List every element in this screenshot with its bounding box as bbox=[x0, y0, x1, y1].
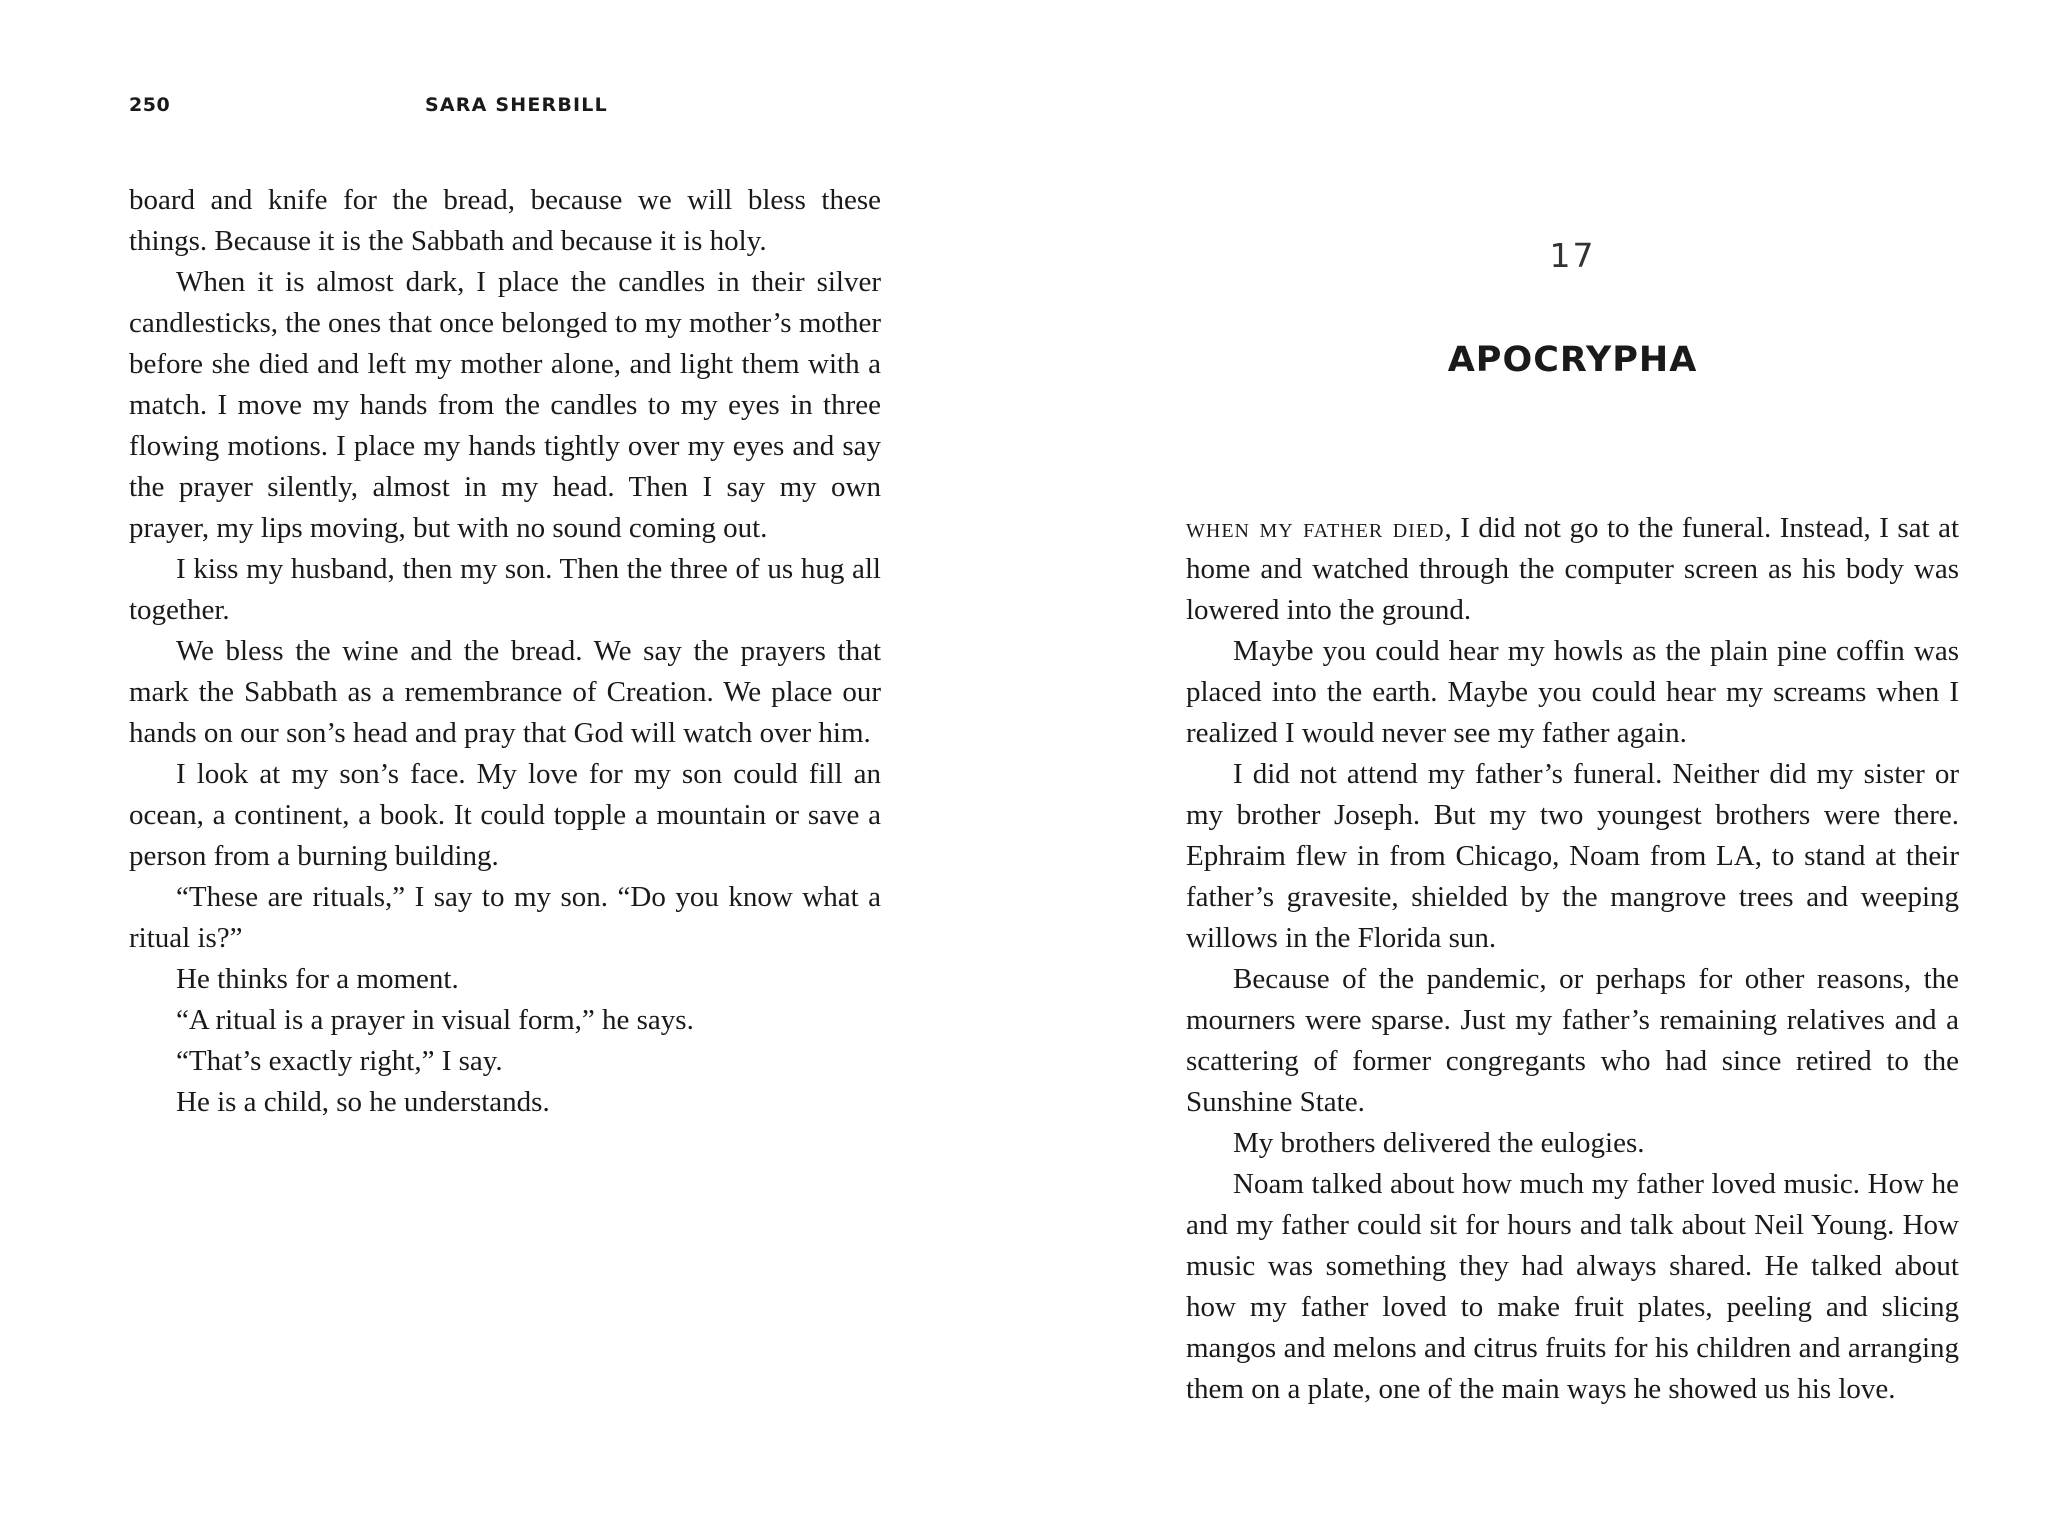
paragraph: Maybe you could hear my howls as the plain pine coffin was placed into the earth. Maybe you could hear my screams when I realized I would never see my father again. bbox=[1186, 635, 1959, 749]
paragraph: He thinks for a moment. bbox=[176, 963, 459, 995]
right-page bbox=[1024, 0, 2048, 1536]
paragraph: “A ritual is a prayer in visual form,” he says. bbox=[176, 1004, 694, 1036]
paragraph: “These are rituals,” I say to my son. “Do you know what a ritual is?” bbox=[129, 881, 881, 954]
paragraph: Because of the pandemic, or perhaps for other reasons, the mourners were sparse. Just my father’s remaining relatives and a scattering of former congregants who had since retired to the Sunshine State. bbox=[1186, 963, 1959, 1118]
paragraph: I look at my son’s face. My love for my son could fill an ocean, a continent, a book. It could topple a mountain or save a person from a burning building. bbox=[129, 758, 881, 872]
left-body-text bbox=[129, 180, 881, 1123]
paragraph: I did not attend my father’s funeral. Neither did my sister or my brother Joseph. But my two youngest brothers were there. Ephraim flew in from Chicago, Noam from LA, to stand at their father’s gravesite, shielded by the mangrove trees and weeping willows in the Florida sun. bbox=[1186, 758, 1959, 954]
paragraph: board and knife for the bread, because we will bless these things. Because it is the Sabbath and because it is holy. bbox=[129, 184, 881, 257]
running-head bbox=[129, 94, 889, 122]
paragraph: We bless the wine and the bread. We say the prayers that mark the Sabbath as a remembrance of Creation. We place our hands on our son’s head and pray that God will watch over him. bbox=[129, 635, 881, 749]
paragraph: My brothers delivered the eulogies. bbox=[1233, 1127, 1645, 1159]
page-number: 250 bbox=[129, 94, 171, 116]
paragraph: “That’s exactly right,” I say. bbox=[176, 1045, 503, 1077]
opening-rest: , I did not go to the funeral. Instead, I sat at home and watched through the computer screen as his body was lowered into the ground. bbox=[1186, 512, 1959, 626]
paragraph: Noam talked about how much my father loved music. How he and my father could sit for hours and talk about Neil Young. How music was something they had always shared. He talked about how my father loved to make fruit plates, peeling and slicing mangos and melons and citrus fruits for his children and arranging them on a plate, one of the main ways he showed us his love. bbox=[1186, 1168, 1959, 1405]
author-name: SARA SHERBILL bbox=[425, 94, 608, 116]
opening-small-caps: when my father died bbox=[1186, 512, 1445, 544]
opening-paragraph bbox=[1186, 508, 1959, 631]
paragraph: When it is almost dark, I place the candles in their silver candlesticks, the ones that once belonged to my mother’s mother before she died and left my mother alone, and light them with a match. I move my hands from the candles to my eyes in three flowing motions. I place my hands tightly over my eyes and say the prayer silently, almost in my head. Then I say my own prayer, my lips moving, but with no sound coming out. bbox=[129, 266, 881, 544]
paragraph: He is a child, so he understands. bbox=[176, 1086, 550, 1118]
chapter-number: 17 bbox=[1549, 236, 1596, 275]
chapter-title: APOCRYPHA bbox=[1447, 340, 1698, 380]
paragraph: I kiss my husband, then my son. Then the three of us hug all together. bbox=[129, 553, 881, 626]
right-body-text bbox=[1186, 508, 1959, 1410]
